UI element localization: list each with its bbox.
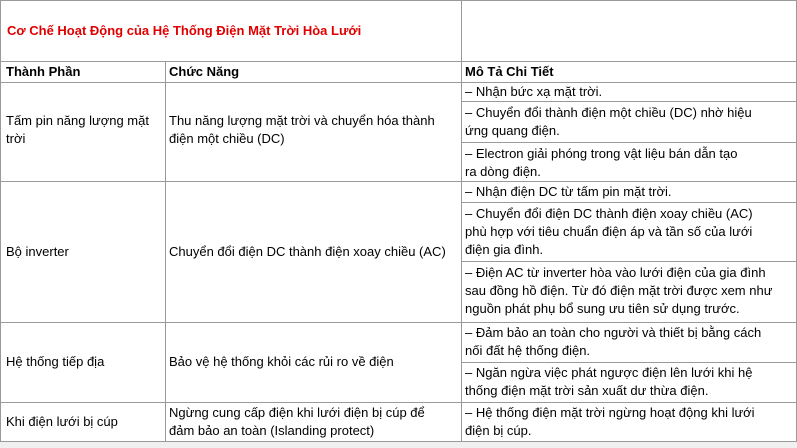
row-1-component[interactable]: Tấm pin năng lượng mặt trời — [0, 82, 166, 182]
row-4-detail-1[interactable]: – Hệ thống điện mặt trời ngừng hoạt động khi lưới điện bị cúp. — [461, 402, 797, 442]
row-1-detail-3[interactable]: – Electron giải phóng trong vật liệu bán dẫn tạo ra dòng điện. — [461, 142, 797, 182]
row-3-component[interactable]: Hệ thống tiếp địa — [0, 322, 166, 403]
row-3-function[interactable]: Bảo vệ hệ thống khỏi các rủi ro về điện — [165, 322, 462, 403]
row-2-detail-1[interactable]: – Nhận điện DC từ tấm pin mặt trời. — [461, 181, 797, 203]
row-2-function[interactable]: Chuyển đổi điện DC thành điện xoay chiều (AC) — [165, 181, 462, 323]
row-1-detail-1[interactable]: – Nhận bức xạ mặt trời. — [461, 82, 797, 102]
row-2-detail-3[interactable]: – Điện AC từ inverter hòa vào lưới điện của gia đình sau đồng hồ điện. Từ đó điện mặt trời được xem như nguồn phát phụ bổ sung ưu tiên sử dụng trước. — [461, 261, 797, 323]
row-1-detail-2[interactable]: – Chuyển đổi thành điện một chiều (DC) nhờ hiệu ứng quang điện. — [461, 101, 797, 143]
header-component[interactable]: Thành Phần — [0, 61, 166, 83]
header-detail[interactable]: Mô Tả Chi Tiết — [461, 61, 797, 83]
table-title: Cơ Chế Hoạt Động của Hệ Thống Điện Mặt Trời Hòa Lưới — [7, 23, 362, 38]
title-cell[interactable] — [0, 0, 462, 62]
empty-title-cell[interactable] — [461, 0, 797, 62]
header-function[interactable]: Chức Năng — [165, 61, 462, 83]
row-4-component[interactable]: Khi điện lưới bị cúp — [0, 402, 166, 442]
row-1-function[interactable]: Thu năng lượng mặt trời và chuyển hóa thành điện một chiều (DC) — [165, 82, 462, 182]
row-2-detail-2[interactable]: – Chuyển đổi điện DC thành điện xoay chiều (AC) phù hợp với tiêu chuẩn điện áp và tần số của lưới điện gia đình. — [461, 202, 797, 262]
row-2-component[interactable]: Bộ inverter — [0, 181, 166, 323]
row-3-detail-1[interactable]: – Đảm bảo an toàn cho người và thiết bị bằng cách nối đất hệ thống điện. — [461, 322, 797, 363]
row-3-detail-2[interactable]: – Ngăn ngừa việc phát ngược điện lên lưới khi hệ thống điện mặt trời sản xuất dư thừa điện. — [461, 362, 797, 403]
row-4-function[interactable]: Ngừng cung cấp điện khi lưới điện bị cúp để đảm bảo an toàn (Islanding protect) — [165, 402, 462, 442]
